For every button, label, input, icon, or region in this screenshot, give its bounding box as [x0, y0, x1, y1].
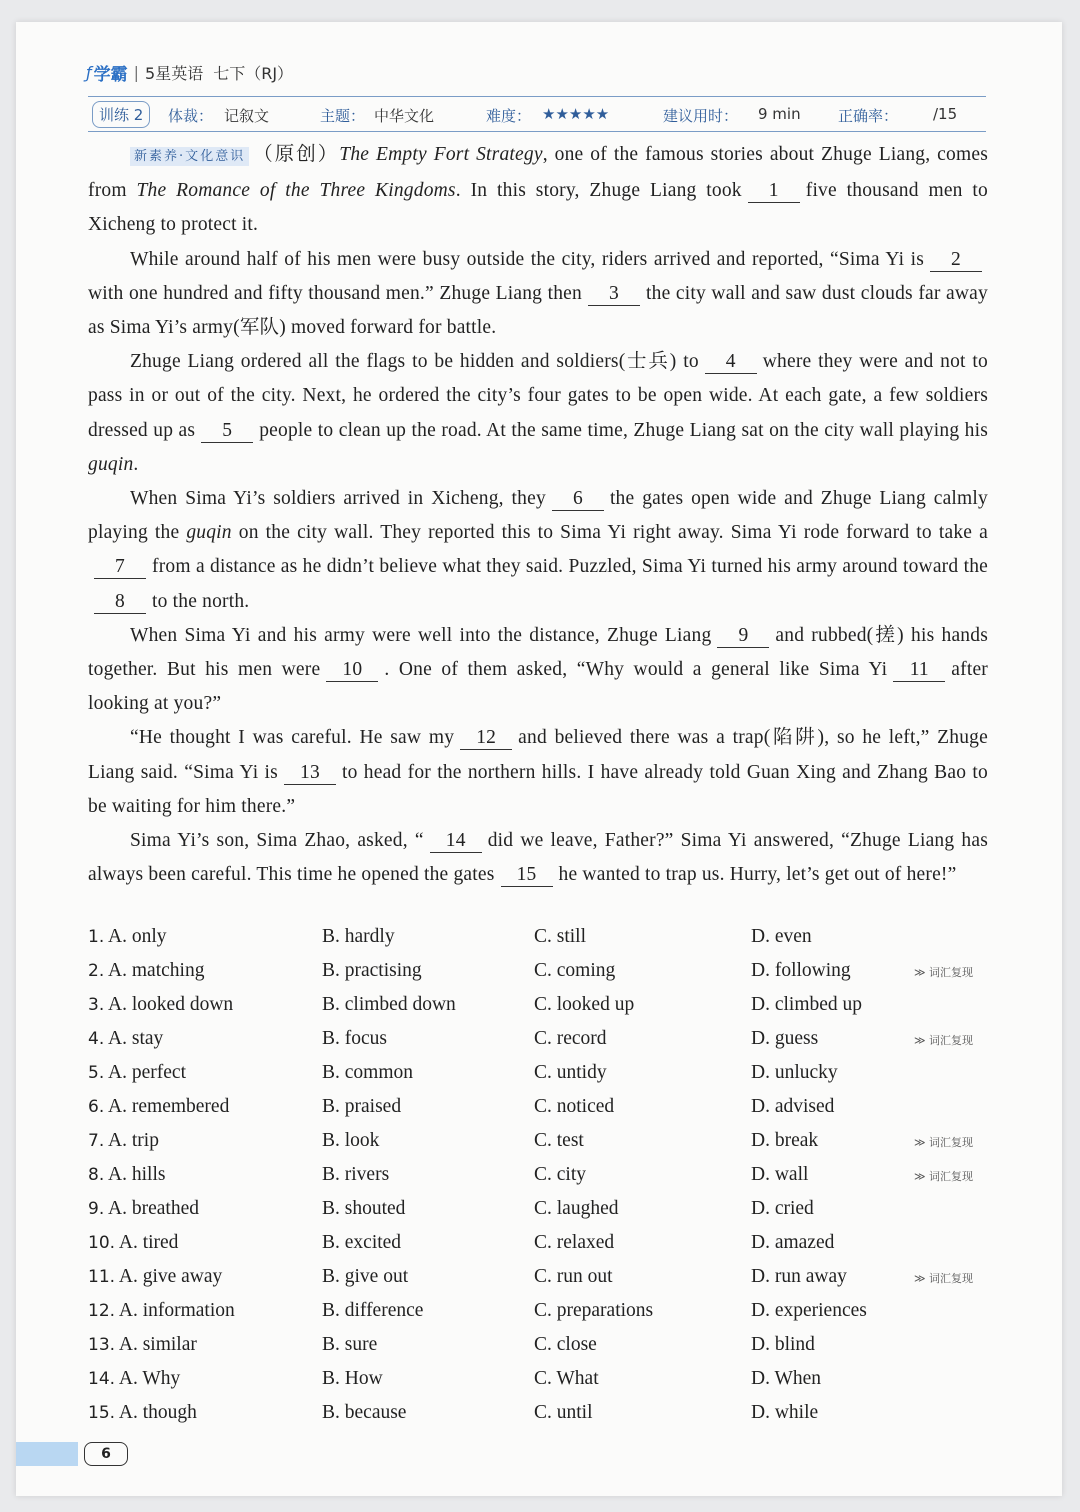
option-a-text: A. only [108, 926, 167, 947]
option-a-text: A. though [118, 1402, 197, 1423]
paragraph-5 [88, 619, 988, 722]
vocab-review-note: ≫ 词汇复现 [914, 1272, 974, 1285]
option-a-text: A. looked down [108, 994, 234, 1015]
guqin-term: guqin [88, 453, 134, 475]
option-a-text: A. give away [118, 1266, 223, 1287]
option-d[interactable]: D. When [751, 1368, 822, 1389]
option-a-text: A. breathed [108, 1198, 200, 1219]
question-number: 4. [88, 1029, 105, 1049]
text: and believed there was a trap(陷阱), so he left,” Zhuge Liang said. “Sima Yi is [88, 727, 988, 783]
question-number: 2. [88, 961, 105, 981]
option-c[interactable]: C. looked up [534, 994, 635, 1015]
question-number: 13. [88, 1335, 116, 1355]
paragraph-2 [88, 243, 988, 346]
option-b[interactable]: B. look [322, 1130, 380, 1151]
option-b[interactable]: B. rivers [322, 1164, 390, 1185]
option-c[interactable]: C. until [534, 1402, 593, 1423]
time-value: 9 min [758, 105, 801, 123]
text: did we leave, Father?” Sima Yi answered, “Zhuge Liang has always been careful. This time he opened the gates [88, 830, 988, 886]
guqin-term: guqin [186, 522, 232, 544]
option-a-text: A. tired [118, 1232, 179, 1253]
option-a-text: A. matching [108, 960, 205, 981]
option-d[interactable]: D. wall [751, 1164, 809, 1185]
option-b[interactable]: B. because [322, 1402, 407, 1423]
option-a[interactable] [88, 1300, 235, 1322]
grade-label: 七下（RJ） [213, 64, 294, 83]
paragraph-4 [88, 482, 988, 619]
text: , one of the famous stories about Zhuge Liang, comes from [88, 144, 988, 202]
accuracy-label: 正确率： [838, 107, 899, 125]
text: on the city wall. They reported this to Sima Yi right away. Sima Yi rode forward to take a [231, 522, 988, 544]
option-b[interactable]: B. practising [322, 960, 422, 981]
footer-tab [16, 1442, 78, 1466]
question-number: 9. [88, 1199, 105, 1219]
option-c[interactable]: C. What [534, 1368, 599, 1389]
option-row [88, 1364, 988, 1398]
question-number: 14. [88, 1369, 116, 1389]
book-title: The Romance of the Three Kingdoms [136, 180, 456, 202]
blank-13[interactable]: 13 [284, 762, 336, 785]
option-b[interactable]: B. excited [322, 1232, 402, 1253]
text: after looking at you?” [88, 659, 988, 715]
option-b[interactable]: B. shouted [322, 1198, 406, 1219]
text: and rubbed(搓) his hands together. But his men were [88, 624, 988, 681]
option-d[interactable]: D. advised [751, 1096, 835, 1117]
option-a[interactable] [88, 1198, 199, 1220]
question-number: 3. [88, 995, 105, 1015]
option-c[interactable]: C. noticed [534, 1096, 615, 1117]
question-number: 5. [88, 1063, 105, 1083]
difficulty-label: 难度： [486, 107, 532, 125]
option-row [88, 1160, 988, 1194]
text: the gates open wide and Zhuge Liang calmly playing the [88, 488, 988, 544]
blank-5[interactable]: 5 [201, 420, 253, 443]
literacy-tag: 新素养·文化意识 [130, 147, 249, 166]
option-a-text: A. hills [108, 1164, 166, 1185]
text: people to clean up the road. At the same time, Zhuge Liang sat on the city wall playing his [259, 419, 989, 441]
text: Zhuge Liang ordered all the flags to be hidden and soldiers(士兵) to [130, 351, 699, 373]
option-d[interactable]: D. unlucky [751, 1062, 838, 1083]
option-a[interactable] [88, 1130, 159, 1152]
option-b[interactable]: B. give out [322, 1266, 409, 1287]
option-a-text: A. information [118, 1300, 235, 1321]
option-row [88, 922, 988, 956]
text: Sima Yi’s son, Sima Zhao, asked, “ [130, 830, 424, 852]
blank-15[interactable]: 15 [501, 864, 553, 887]
text: When Sima Yi and his army were well into the distance, Zhuge Liang [130, 624, 712, 646]
option-c[interactable]: C. record [534, 1028, 607, 1049]
blank-14[interactable]: 14 [430, 830, 482, 853]
paragraph-1 [88, 138, 988, 243]
option-row [88, 1058, 988, 1092]
question-number: 7. [88, 1131, 105, 1151]
blank-9[interactable]: 9 [717, 625, 769, 648]
option-a-text: A. trip [108, 1130, 159, 1151]
genre-value: 记叙文 [224, 107, 270, 125]
option-row [88, 1092, 988, 1126]
paragraph-7 [88, 824, 988, 892]
option-row [88, 1330, 988, 1364]
question-number: 11. [88, 1267, 116, 1287]
text: the city wall and saw dust clouds far away as Sima Yi’s army(军队) moved forward for battle. [88, 282, 988, 339]
blank-3[interactable]: 3 [588, 283, 640, 306]
option-a[interactable] [88, 1402, 197, 1424]
text: . [133, 453, 139, 475]
option-b[interactable]: B. hardly [322, 926, 395, 947]
option-c[interactable]: C. relaxed [534, 1232, 615, 1253]
option-b[interactable]: B. climbed down [322, 994, 456, 1015]
question-number: 8. [88, 1165, 105, 1185]
option-d[interactable]: D. following [751, 960, 851, 981]
option-c[interactable]: C. city [534, 1164, 586, 1185]
option-b[interactable]: B. common [322, 1062, 413, 1083]
text: . One of them asked, “Why would a general like Sima Yi [384, 659, 888, 681]
blank-4[interactable]: 4 [705, 351, 757, 374]
option-b[interactable]: B. sure [322, 1334, 378, 1355]
theme-value: 中华文化 [374, 107, 435, 125]
option-b[interactable]: B. difference [322, 1300, 424, 1321]
option-a[interactable] [88, 926, 167, 948]
option-row [88, 1126, 988, 1160]
option-row [88, 1228, 988, 1262]
text: he wanted to trap us. Hurry, let’s get out of here!” [558, 864, 957, 886]
blank-6[interactable]: 6 [552, 488, 604, 511]
option-d[interactable]: D. even [751, 926, 812, 947]
option-c[interactable]: C. preparations [534, 1300, 654, 1321]
text: When Sima Yi’s soldiers arrived in Xicheng, they [130, 488, 546, 510]
option-a[interactable] [88, 960, 204, 982]
option-d[interactable]: D. break [751, 1130, 819, 1151]
accuracy-value: /15 [933, 105, 958, 123]
option-row [88, 956, 988, 990]
option-row [88, 1398, 988, 1432]
option-a[interactable] [88, 1164, 165, 1186]
option-a[interactable] [88, 1368, 180, 1390]
text: with one hundred and fifty thousand men.” Zhuge Liang then [88, 282, 582, 304]
blank-10[interactable]: 10 [326, 659, 378, 682]
logo-mark-icon: ƒ [86, 63, 92, 82]
option-a[interactable] [88, 1028, 163, 1050]
vocab-review-note: ≫ 词汇复现 [914, 966, 974, 979]
series-title: 5星英语 [145, 64, 204, 83]
option-a[interactable] [88, 1334, 197, 1356]
option-row [88, 1194, 988, 1228]
option-row [88, 990, 988, 1024]
difficulty-stars: ★★★★★ [542, 105, 610, 123]
option-row [88, 1262, 988, 1296]
option-c[interactable]: C. close [534, 1334, 597, 1355]
option-c[interactable]: C. laughed [534, 1198, 619, 1219]
option-row [88, 1296, 988, 1330]
option-b[interactable]: B. praised [322, 1096, 402, 1117]
option-c[interactable]: C. untidy [534, 1062, 607, 1083]
option-a[interactable] [88, 1096, 229, 1118]
blank-12[interactable]: 12 [460, 727, 512, 750]
question-number: 1. [88, 927, 105, 947]
vocab-review-note: ≫ 词汇复现 [914, 1136, 974, 1149]
option-a-text: A. Why [118, 1368, 181, 1389]
option-a[interactable] [88, 994, 233, 1016]
option-a[interactable] [88, 1266, 222, 1288]
logo: 学霸 [93, 65, 128, 85]
text: While around half of his men were busy outside the city, riders arrived and reported, “Sima Yi is [130, 248, 924, 270]
option-d[interactable]: D. blind [751, 1334, 815, 1355]
option-row [88, 1024, 988, 1058]
text: to the north. [152, 590, 250, 612]
option-d[interactable]: D. climbed up [751, 994, 863, 1015]
option-d[interactable]: D. experiences [751, 1300, 867, 1321]
question-number: 15. [88, 1403, 116, 1423]
text: to head for the northern hills. I have already told Guan Xing and Zhang Bao to be waiting for him there.” [88, 761, 988, 817]
blank-1[interactable]: 1 [748, 180, 800, 203]
paragraph-3 [88, 345, 988, 482]
option-c[interactable]: C. still [534, 926, 587, 947]
option-a[interactable] [88, 1062, 186, 1084]
option-d[interactable]: D. while [751, 1402, 819, 1423]
option-d[interactable]: D. amazed [751, 1232, 835, 1253]
text: where they were and not to pass in or out of the city. Next, he ordered the city’s four gates to be open wide. At each gate, a few soldiers dressed up as [88, 351, 988, 441]
text: five thousand men to Xicheng to protect it. [88, 180, 988, 236]
option-a-text: A. remembered [108, 1096, 230, 1117]
option-b[interactable]: B. How [322, 1368, 383, 1389]
blank-11[interactable]: 11 [893, 659, 945, 682]
text: from a distance as he didn’t believe what they said. Puzzled, Sima Yi turned his army around toward the [152, 556, 988, 578]
option-d[interactable]: D. guess [751, 1028, 819, 1049]
question-number: 6. [88, 1097, 105, 1117]
genre-label: 体裁： [168, 107, 214, 125]
option-b[interactable]: B. focus [322, 1028, 387, 1049]
cloze-passage [88, 138, 988, 892]
source-note: （原创） [253, 144, 340, 165]
option-c[interactable]: C. coming [534, 960, 616, 981]
blank-7[interactable]: 7 [94, 556, 146, 579]
story-title: The Empty Fort Strategy [339, 144, 543, 165]
question-number: 12. [88, 1301, 116, 1321]
divider: | [133, 63, 140, 82]
blank-8[interactable]: 8 [94, 591, 146, 614]
text: “He thought I was careful. He saw my [130, 727, 455, 749]
answer-options [88, 922, 988, 1432]
option-d[interactable]: D. run away [751, 1266, 847, 1287]
option-d[interactable]: D. cried [751, 1198, 814, 1219]
paragraph-6 [88, 721, 988, 824]
option-c[interactable]: C. test [534, 1130, 584, 1151]
option-a[interactable] [88, 1232, 178, 1254]
training-tag: 训练 2 [92, 101, 150, 128]
question-number: 10. [88, 1233, 116, 1253]
time-label: 建议用时： [663, 107, 739, 125]
option-c[interactable]: C. run out [534, 1266, 613, 1287]
theme-label: 主题： [320, 107, 366, 125]
page-number: 6 [84, 1442, 128, 1466]
vocab-review-note: ≫ 词汇复现 [914, 1170, 974, 1183]
page-header [86, 60, 293, 85]
text: . In this story, Zhuge Liang took [455, 180, 742, 202]
option-a-text: A. perfect [108, 1062, 186, 1083]
option-a-text: A. stay [108, 1028, 164, 1049]
option-a-text: A. similar [118, 1334, 197, 1355]
blank-2[interactable]: 2 [930, 249, 982, 272]
vocab-review-note: ≫ 词汇复现 [914, 1034, 974, 1047]
exercise-info-bar [88, 96, 986, 132]
